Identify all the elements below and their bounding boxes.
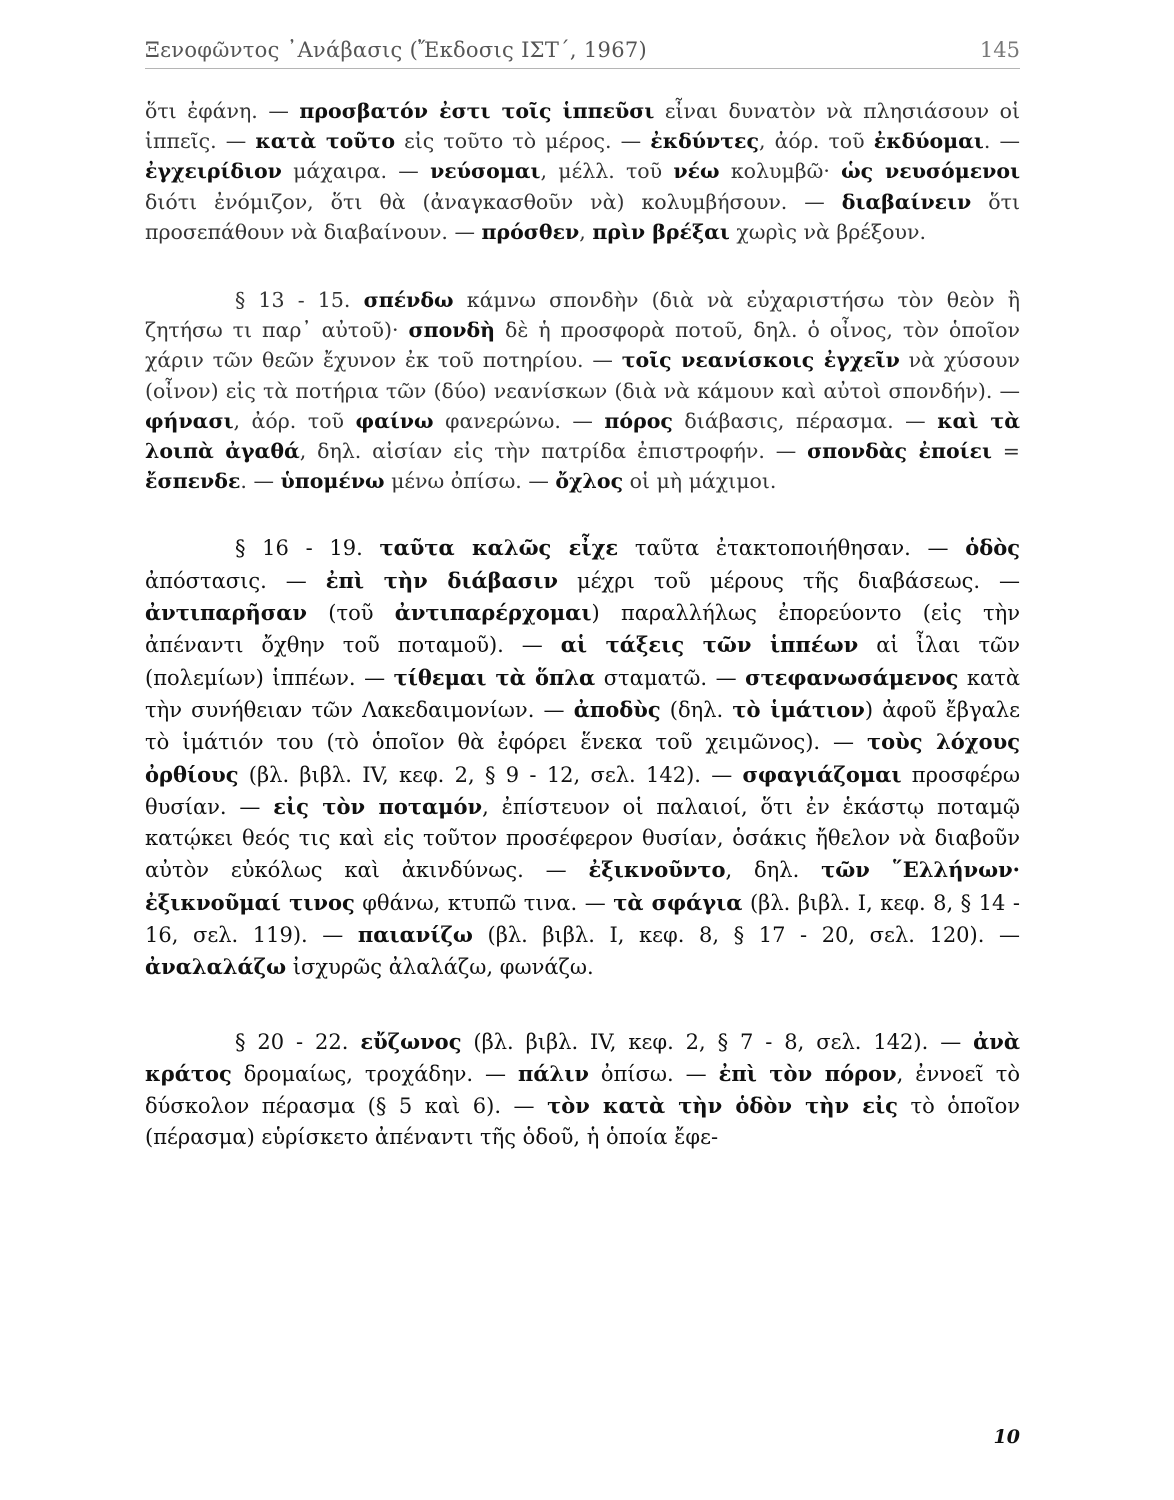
paragraph: § 20 - 22. εὔζωνος (βλ. βιβλ. IV, κεφ. 2, § 7 - 8, σελ. 142). — ἀνὰ κράτος δρομαίως, τροχάδην. — πάλιν ὀπίσω. — ἐπὶ τὸν πόρον, ἐννοεῖ τὸ δύσκολον πέρασμα (§ 5 καὶ 6). — τὸν κατὰ τὴν ὁδὸν τὴν εἰς τὸ ὁποῖον (πέρασμα) εὑρίσκετο ἀπέναντι τῆς ὁδοῦ, ἡ ὁποία ἔφε- — [145, 1028, 1021, 1150]
paragraph: ὅτι ἐφάνη. — προσβατόν ἐστι τοῖς ἱππεῦσι εἶναι δυνατὸν νὰ πλησιάσουν οἱ ἱππεῖς. — κατὰ τοῦτο εἰς τοῦτο τὸ μέρος. — ἐκδύντες, ἀόρ. τοῦ ἐκδύομαι. — ἐγχειρίδιον μάχαιρα. — νεύσομαι, μέλλ. τοῦ νέω κολυμβῶ· ὡς νευσόμενοι διότι ἐνόμιζον, ὅτι θὰ (ἀναγκασθοῦν νὰ) κολυμβήσουν. — διαβαίνειν ὅτι προσεπάθουν νὰ διαβαίνουν. — πρόσθεν, πρὶν βρέξαι χωρὶς νὰ βρέξουν. — [145, 99, 1021, 244]
running-header — [145, 38, 1020, 66]
paragraph: § 13 - 15. σπένδω κάμνω σπονδὴν (διὰ νὰ εὐχαριστήσω τὸν θεὸν ἢ ζητήσω τι παρ᾽ αὐτοῦ)· σπονδὴ δὲ ἡ προσφορὰ ποτοῦ, δηλ. ὁ οἶνος, τὸν ὁποῖον χάριν τῶν θεῶν ἔχυνον ἐκ τοῦ ποτηρίου. — τοῖς νεανίσκοις ἐγχεῖν νὰ χύσουν (οἶνον) εἰς τὰ ποτήρια τῶν (δύο) νεανίσκων (διὰ νὰ κάμουν καὶ αὐτοὶ σπονδήν). — φήνασι, ἀόρ. τοῦ φαίνω φανερώνω. — πόρος διάβασις, πέρασμα. — καὶ τὰ λοιπὰ ἀγαθά, δηλ. αἰσίαν εἰς τὴν πατρίδα ἐπιστροφήν. — σπονδὰς ἐποίει = ἔσπενδε. — ὑπομένω μένω ὀπίσω. — ὄχλος οἱ μὴ μάχιμοι. — [145, 288, 1020, 494]
running-title: Ξενοφῶντος ᾿Ανάβασις (Ἔκδοσις ΙΣΤ΄, 1967) — [145, 38, 648, 62]
signature-mark: 10 — [993, 1426, 1020, 1448]
header-rule — [145, 68, 1020, 69]
page-body — [145, 96, 1020, 1154]
page-number: 145 — [979, 38, 1020, 62]
paragraph: § 16 - 19. ταῦτα καλῶς εἶχε ταῦτα ἐτακτοποιήθησαν. — ὁδὸς ἀπόστασις. — ἐπὶ τὴν διάβασιν μέχρι τοῦ μέρους τῆς διαβάσεως. — ἀντιπαρῆσαν (τοῦ ἀντιπαρέρχομαι) παραλλήλως ἐπορεύοντο (εἰς τὴν ἀπέναντι ὄχθην τοῦ ποταμοῦ). — αἱ τάξεις τῶν ἱππέων αἱ ἶλαι τῶν (πολεμίων) ἱππέων. — τίθεμαι τὰ ὅπλα σταματῶ. — στεφανωσάμενος κατὰ τὴν συνήθειαν τῶν Λακεδαιμονίων. — ἀποδὺς (δηλ. τὸ ἱμάτιον) ἀφοῦ ἔβγαλε τὸ ἱμάτιόν του (τὸ ὁποῖον θὰ ἐφόρει ἕνεκα τοῦ χειμῶνος). — τοὺς λόχους ὀρθίους (βλ. βιβλ. IV, κεφ. 2, § 9 - 12, σελ. 142). — σφαγιάζομαι προσφέρω θυσίαν. — εἰς τὸν ποταμόν, ἐπίστευον οἱ παλαιοί, ὅτι ἐν ἑκάστῳ ποταμῷ κατῴκει θεός τις καὶ εἰς τοῦτον προσέφερον θυσίαν, ὁσάκις ἤθελον νὰ διαβοῦν αὐτὸν εὐκόλως καὶ ἀκινδύνως. — ἐξικνοῦντο, δηλ. τῶν ῞Ελλήνων· ἐξικνοῦμαί τινος φθάνω, κτυπῶ τινα. — τὰ σφάγια (βλ. βιβλ. Ι, κεφ. 8, § 14 - 16, σελ. 119). — παιανίζω (βλ. βιβλ. Ι, κεφ. 8, § 17 - 20, σελ. 120). — ἀναλαλάζω ἰσχυρῶς ἀλαλάζω, φωνάζω. — [145, 535, 1021, 980]
